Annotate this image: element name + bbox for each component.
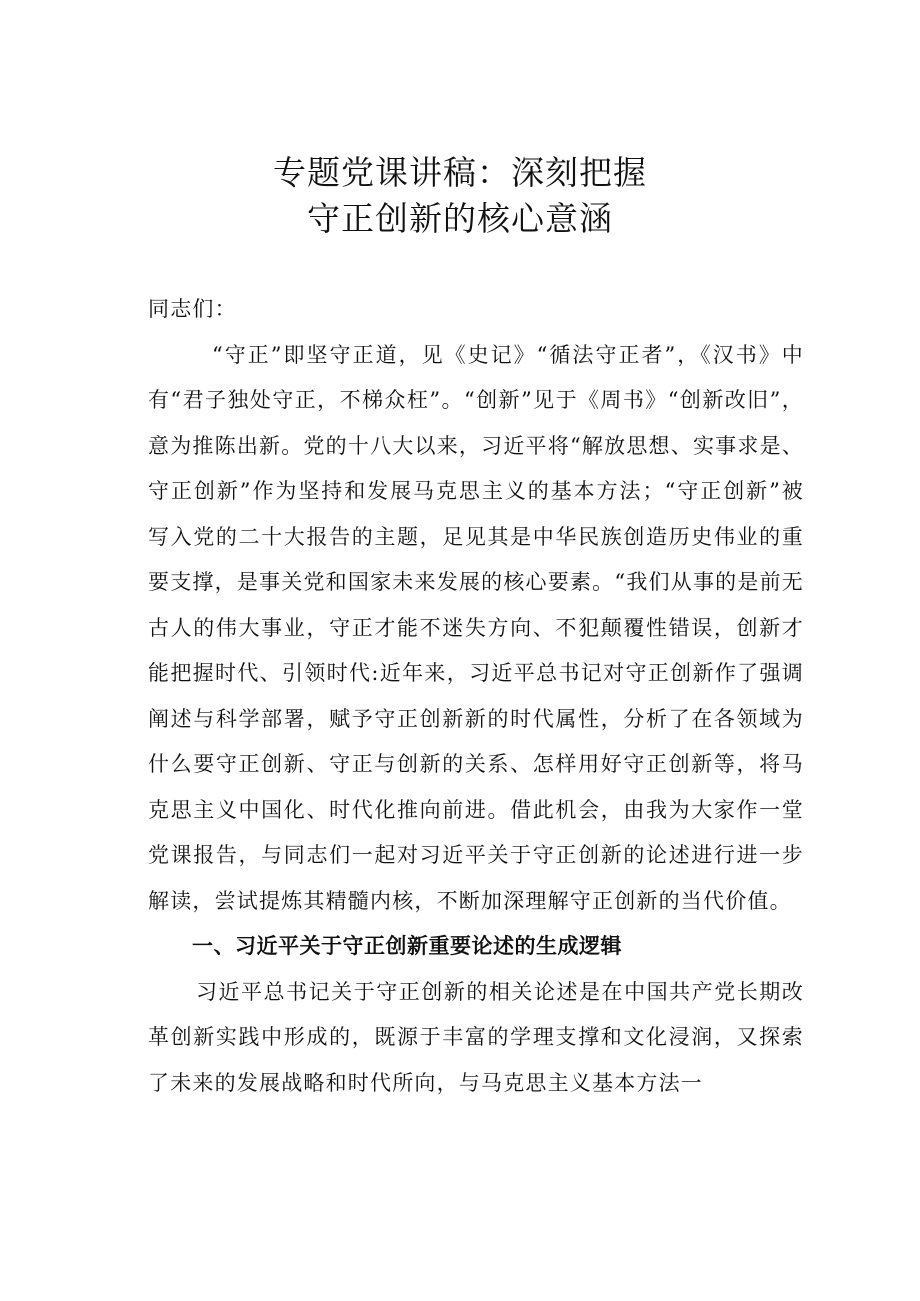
section-heading-1: 一、习近平关于守正创新重要论述的生成逻辑	[192, 934, 622, 958]
paragraph-section-1: 习近平总书记关于守正创新的相关论述是在中国共产党长期改革创新实践中形成的，既源于丰富的学理支撑和文化浸润，又探索了未来的发展战略和时代所向，与马克思主义基本方法一	[148, 979, 804, 1095]
document-body	[148, 287, 804, 1106]
salutation: 同志们：	[148, 297, 237, 321]
paragraph-intro: “守正”即坚守正道，见《史记》“循法守正者”，《汉书》中有“君子独处守正，不梯众枉”。“创新”见于《周书》“创新改旧”，意为推陈出新。党的十八大以来，习近平将“解放思想、实事求是、守正创新”作为坚持和发展马克思主义的基本方法；“守正创新”被写入党的二十大报告的主题，足见其是中华民族创造历史伟业的重要支撑，是事关党和国家未来发展的核心要素。“我们从事的是前无古人的伟大事业，守正才能不迷失方向、不犯颠覆性错误，创新才能把握时代、引领时代:近年来，习近平总书记对守正创新作了强调阐述与科学部署，赋予守正创新新的时代属性，分析了在各领域为什么要守正创新、守正与创新的关系、怎样用好守正创新等，将马克思主义中国化、时代化推向前进。借此机会，由我为大家作一堂党课报告，与同志们一起对习近平关于守正创新的论述进行进一步解读，尝试提炼其精髓内核，不断加深理解守正创新的当代价值。	[148, 342, 804, 913]
document-title-line-2: 守正创新的核心意涵	[307, 199, 613, 238]
document-title	[0, 150, 920, 242]
document-title-line-1: 专题党课讲稿：深刻把握	[273, 153, 647, 192]
